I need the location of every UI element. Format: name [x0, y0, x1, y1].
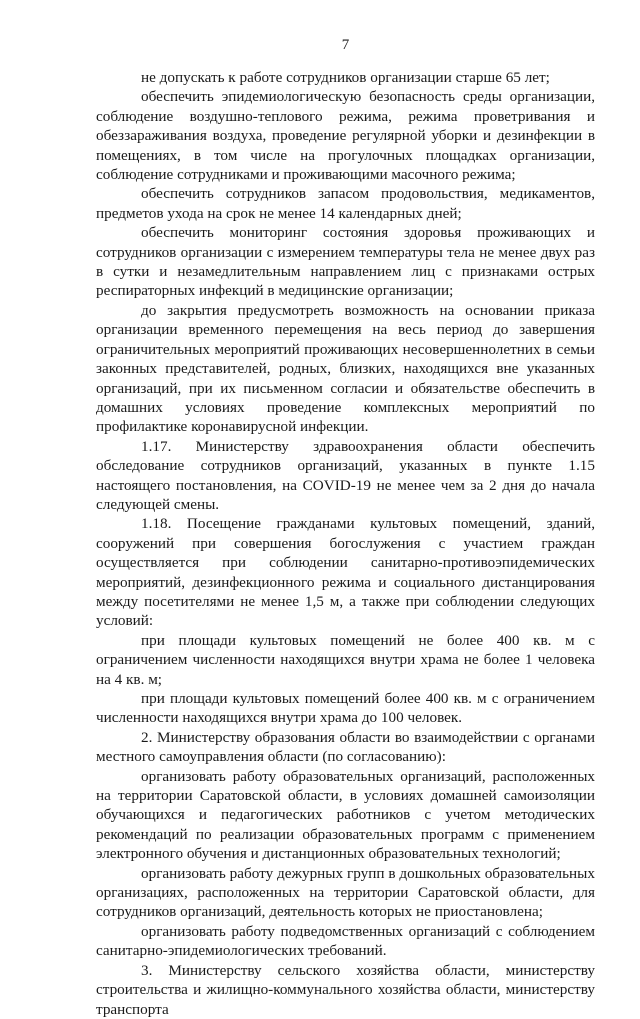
paragraph: 2. Министерству образования области во взаимодействии с органами местного самоуправления области (по согласованию):	[96, 728, 595, 766]
paragraph: при площади культовых помещений более 400 кв. м с ограничением численности находящихся внутри храма до 100 человек.	[96, 690, 595, 727]
paragraph: 3. Министерству сельского хозяйства области, министерству строительства и жилищно-коммунального хозяйства области, министерству транспорта	[96, 961, 595, 1018]
page-number: 7	[341, 37, 350, 53]
paragraph: 1.17. Министерству здравоохранения области обеспечить обследование сотрудников организаций, указанных в пункте 1.15 настоящего постановления, на COVID-19 не менее чем за 2 дня до начала следующей смены.	[96, 437, 595, 513]
paragraph: не допускать к работе сотрудников организации старше 65 лет;	[141, 69, 550, 86]
document-body	[96, 68, 595, 1019]
paragraph: организовать работу дежурных групп в дошкольных образовательных организациях, расположенных на территории Саратовской области, для сотрудников организаций, деятельность которых не приостановлена;	[96, 864, 595, 921]
paragraph: до закрытия предусмотреть возможность на основании приказа организации временного перемещения на весь период до завершения ограничительных мероприятий проживающих несовершеннолетних в семьи законных представителей, родных, близких, находящихся вне указанных организаций, при их письменном согласии и обязательстве обеспечить в домашних условиях проведение комплексных мероприятий по профилактике коронавирусной инфекции.	[96, 301, 595, 436]
paragraph: организовать работу образовательных организаций, расположенных на территории Саратовской области, в условиях домашней самоизоляции обучающихся и педагогических работников с учетом методических рекомендаций по реализации образовательных программ с применением электронного обучения и дистанционных образовательных технологий;	[96, 767, 595, 863]
paragraph: обеспечить эпидемиологическую безопасность среды организации, соблюдение воздушно-теплового режима, режима проветривания и обеззараживания воздуха, проведение регулярной уборки и дезинфекции в помещениях, в том числе на прогулочных площадках организации, соблюдение сотрудниками и проживающими масочного режима;	[96, 88, 595, 184]
paragraph: организовать работу подведомственных организаций с соблюдением санитарно-эпидемиологических требований.	[96, 922, 595, 960]
paragraph: при площади культовых помещений не более 400 кв. м с ограничением численности находящихся внутри храма не более 1 человека на 4 кв. м;	[96, 631, 595, 688]
paragraph: обеспечить сотрудников запасом продовольствия, медикаментов, предметов ухода на срок не менее 14 календарных дней;	[96, 185, 595, 222]
paragraph: обеспечить мониторинг состояния здоровья проживающих и сотрудников организации с измерением температуры тела не менее двух раз в сутки и незамедлительным направлением лиц с признаками острых респираторных инфекций в медицинские организации;	[96, 224, 595, 300]
paragraph: 1.18. Посещение гражданами культовых помещений, зданий, сооружений при совершения богослужения с участием граждан осуществляется при соблюдении санитарно-противоэпидемических мероприятий, дезинфекционного режима и социального дистанцирования между посетителями не менее 1,5 м, а также при соблюдении следующих условий:	[96, 515, 595, 630]
